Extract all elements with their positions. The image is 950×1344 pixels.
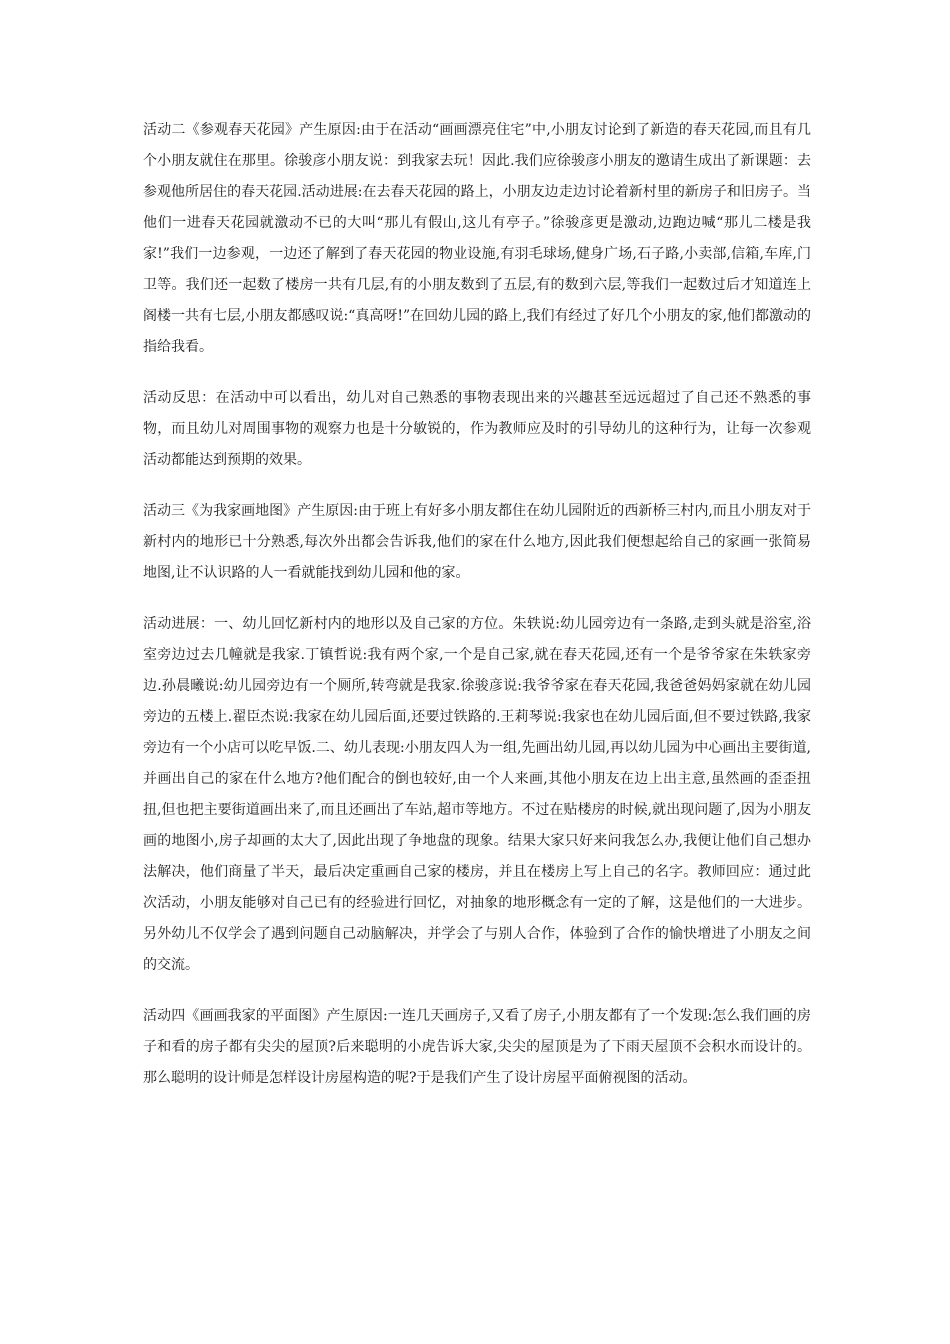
paragraph-activity-reflection: 活动反思：在活动中可以看出，幼儿对自己熟悉的事物表现出来的兴趣甚至远远超过了自己还不熟悉的事物，而且幼儿对周围事物的观察力也是十分敏锐的，作为教师应及时的引导幼儿的这种行为，让每一次参观活动都能达到预期的效果。: [143, 390, 811, 468]
paragraph-activity-progress: 活动进展：一、幼儿回忆新村内的地形以及自己家的方位。朱轶说:幼儿园旁边有一条路,走到头就是浴室,浴室旁边过去几幢就是我家.丁镇哲说:我有两个家,一个是自己家,就在春天花园,还有一个是爷爷家在朱轶家旁边.孙晨曦说:幼儿园旁边有一个厕所,转弯就是我家.徐骏彦说:我爷爷家在春天花园,我爸爸妈妈家就在幼儿园旁边的五楼上.翟臣杰说:我家在幼儿园后面,还要过铁路的.王莉琴说:我家也在幼儿园后面,但不要过铁路,我家旁边有一个小店可以吃早饭.二、幼儿表现:小朋友四人为一组,先画出幼儿园,再以幼儿园为中心画出主要街道,并画出自己的家在什么地方?他们配合的倒也较好,由一个人来画,其他小朋友在边上出主意,虽然画的歪歪扭扭,但也把主要街道画出来了,而且还画出了车站,超市等地方。不过在贴楼房的时候,就出现问题了,因为小朋友画的地图小,房子却画的太大了,因此出现了争地盘的现象。结果大家只好来问我怎么办,我便让他们自己想办法解决，他们商量了半天，最后决定重画自己家的楼房，并且在楼房上写上自己的名字。教师回应：通过此次活动，小朋友能够对自己已有的经验进行回忆，对抽象的地形概念有一定的了解，这是他们的一大进步。另外幼儿不仅学会了遇到问题自己动脑解决，并学会了与别人合作，体验到了合作的愉快增进了小朋友之间的交流。: [143, 616, 811, 973]
document-body: [143, 115, 811, 1114]
paragraph-activity-four: 活动四《画画我家的平面图》产生原因:一连几天画房子,又看了房子,小朋友都有了一个发现:怎么我们画的房子和看的房子都有尖尖的屋顶?后来聪明的小虎告诉大家,尖尖的屋顶是为了下雨天屋顶不会积水而设计的。那么聪明的设计师是怎样设计房屋构造的呢?于是我们产生了设计房屋平面俯视图的活动。: [143, 1008, 811, 1086]
paragraph-activity-three: 活动三《为我家画地图》产生原因:由于班上有好多小朋友都住在幼儿园附近的西新桥三村内,而且小朋友对于新村内的地形已十分熟悉,每次外出都会告诉我,他们的家在什么地方,因此我们便想起给自己的家画一张简易地图,让不认识路的人一看就能找到幼儿园和他的家。: [143, 503, 811, 581]
paragraph-activity-two: 活动二《参观春天花园》产生原因:由于在活动“画画漂亮住宅”中,小朋友讨论到了新造的春天花园,而且有几个小朋友就住在那里。徐骏彦小朋友说：到我家去玩！因此.我们应徐骏彦小朋友的邀请生成出了新课题：去参观他所居住的春天花园.活动进展:在去春天花园的路上，小朋友边走边讨论着新村里的新房子和旧房子。当他们一进春天花园就激动不已的大叫“那儿有假山,这儿有亭子。”徐骏彦更是激动,边跑边喊“那儿二楼是我家!”我们一边参观，一边还了解到了春天花园的物业设施,有羽毛球场,健身广场,石子路,小卖部,信箱,车库,门卫等。我们还一起数了楼房一共有几层,有的小朋友数到了五层,有的数到六层,等我们一起数过后才知道连上阁楼一共有七层,小朋友都感叹说:“真高呀!”在回幼儿园的路上,我们有经过了好几个小朋友的家,他们都激动的指给我看。: [143, 122, 812, 355]
